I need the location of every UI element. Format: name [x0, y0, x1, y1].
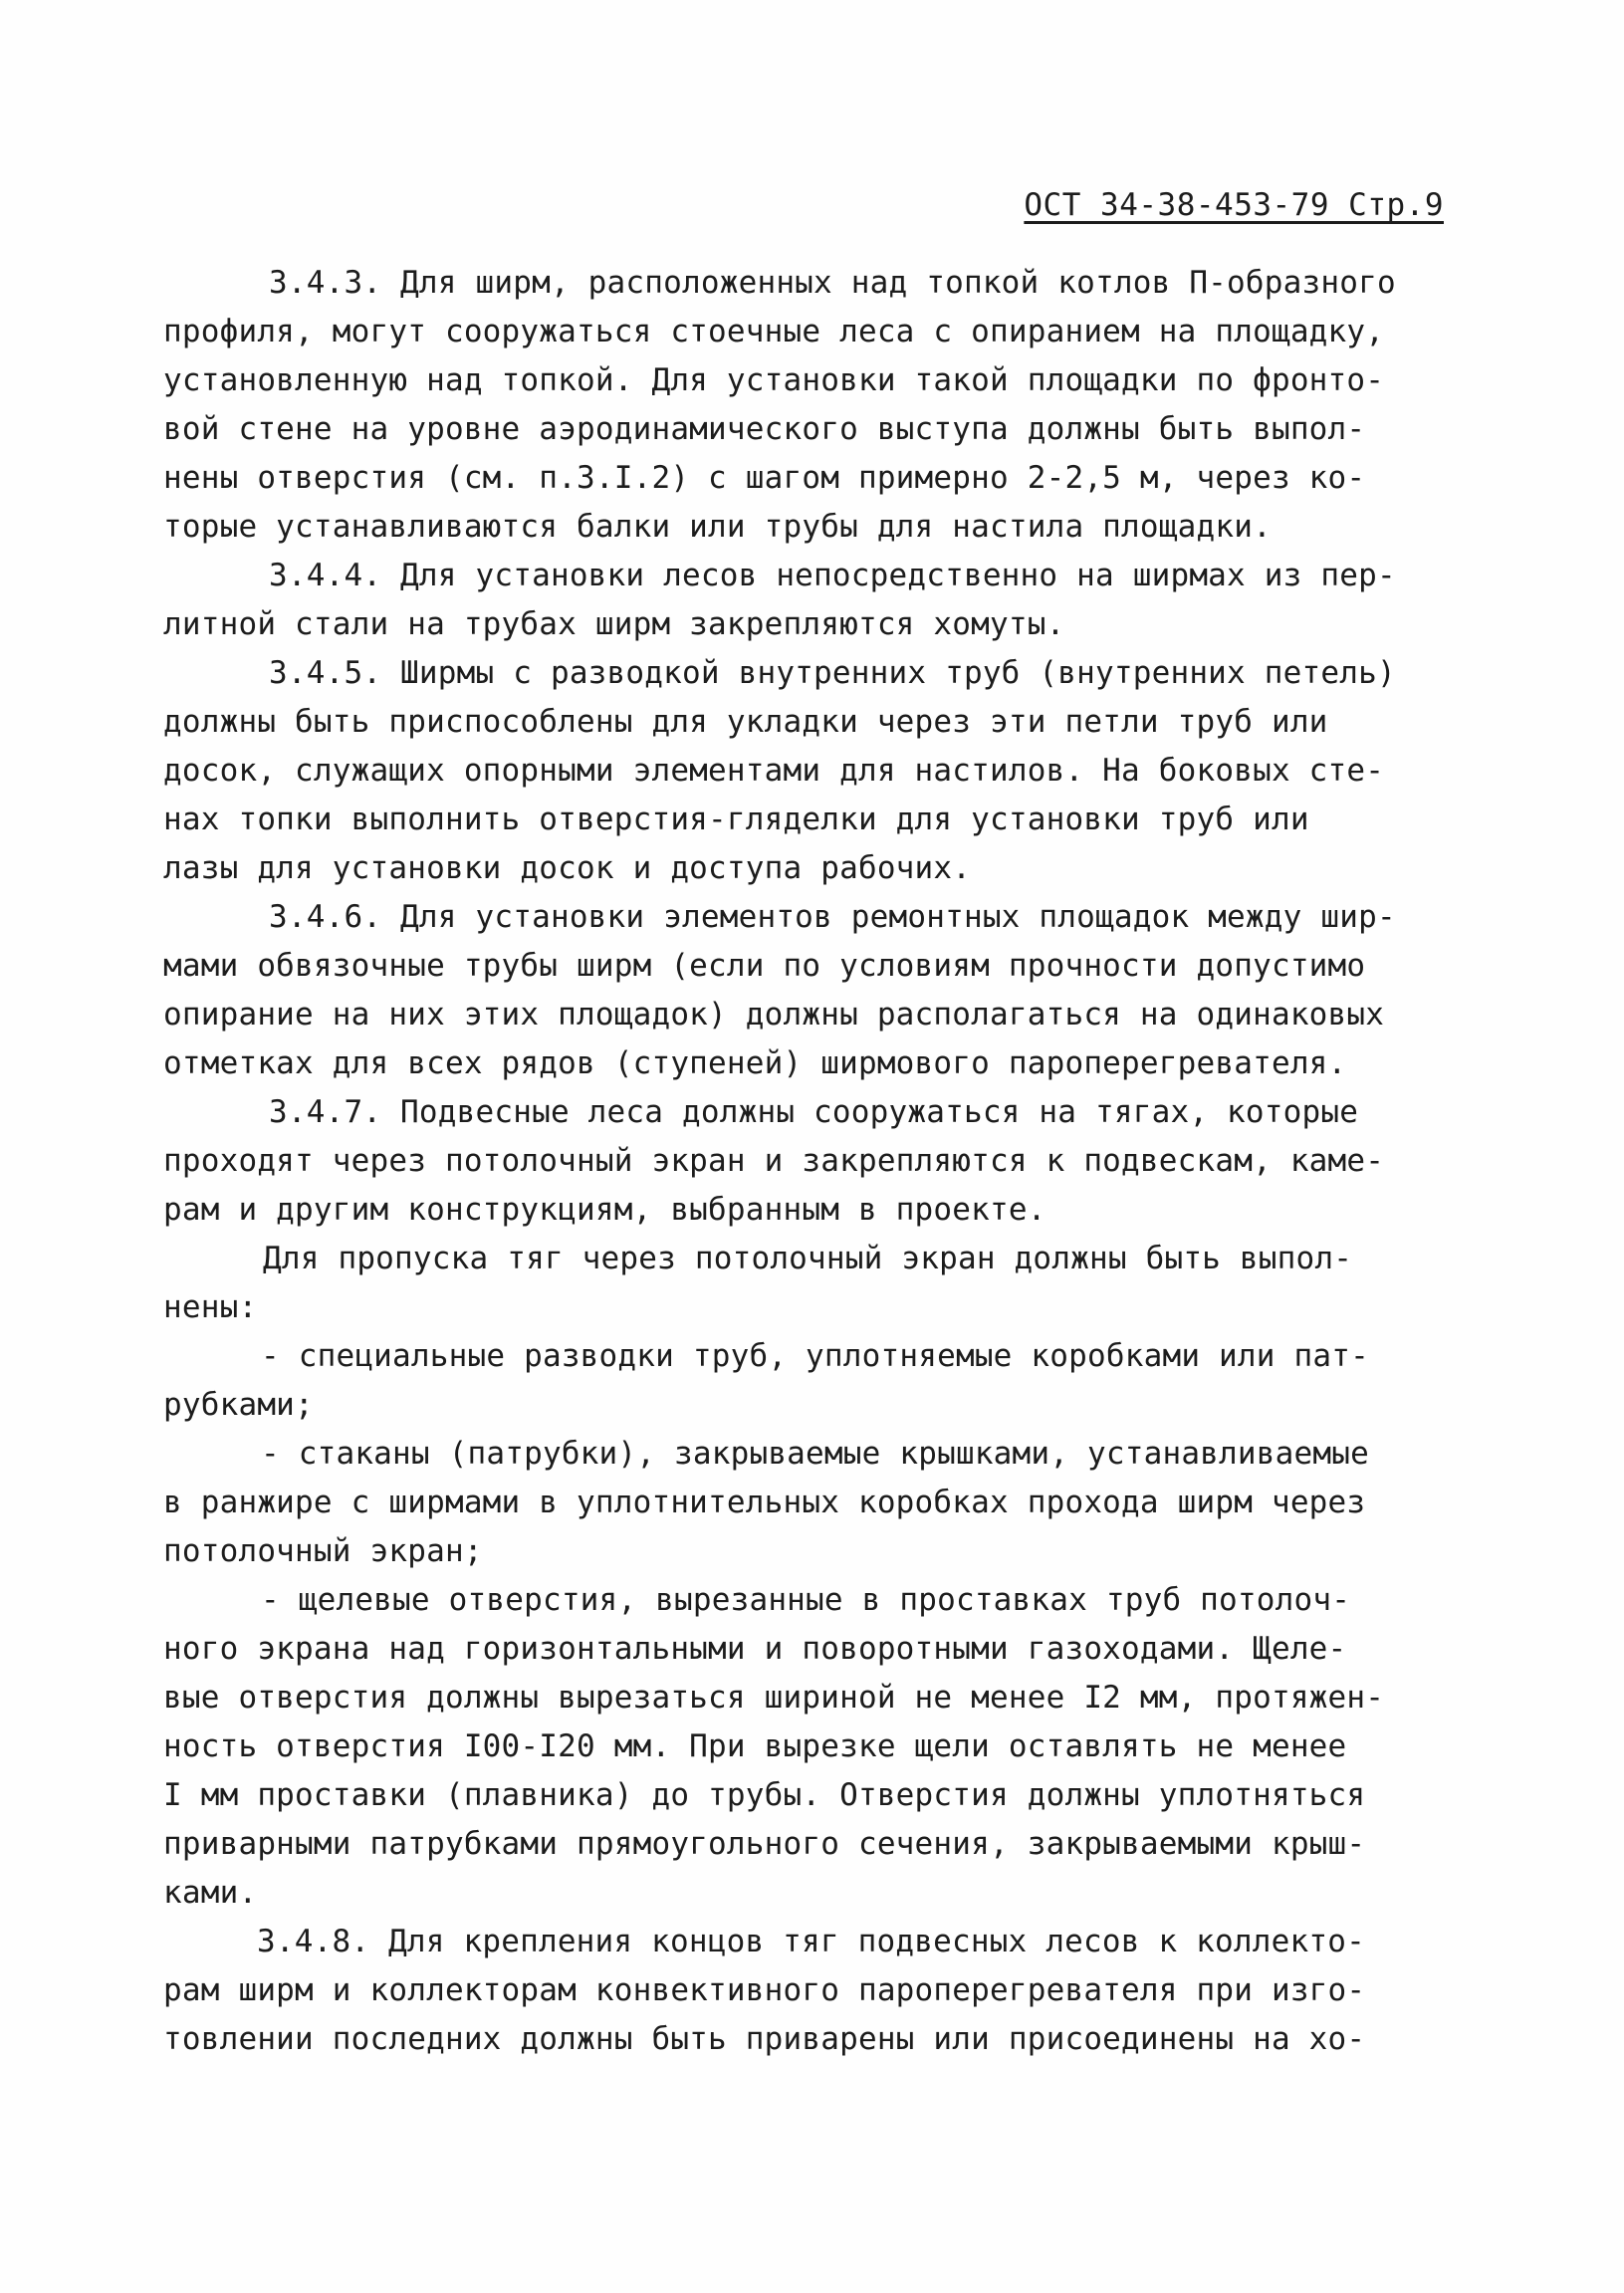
text-line: в ранжире с ширмами в уплотнительных коробках прохода ширм через: [163, 1485, 1366, 1520]
text-line: установленную над топкой. Для установки такой площадки по фронто-: [163, 362, 1385, 398]
text-line: 3.4.8. Для крепления концов тяг подвесных лесов к коллекто-: [257, 1924, 1365, 1959]
text-line: нены:: [163, 1289, 258, 1325]
text-line: 3.4.5. Ширмы с разводкой внутренних труб (внутренних петель): [269, 655, 1396, 691]
text-line: опирание на них этих площадок) должны располагаться на одинаковых: [163, 997, 1385, 1032]
text-line: проходят через потолочный экран и закрепляются к подвескам, каме-: [163, 1143, 1385, 1179]
text-line: товлении последних должны быть приварены или присоединены на хо-: [163, 2021, 1366, 2057]
text-line: 3.4.4. Для установки лесов непосредственно на ширмах из пер-: [269, 558, 1396, 593]
text-line: ного экрана над горизонтальными и поворотными газоходами. Щеле-: [163, 1631, 1347, 1667]
text-line: - щелевые отверстия, вырезанные в проставках труб потолоч-: [261, 1582, 1351, 1618]
text-line: литной стали на трубах ширм закрепляются хомуты.: [163, 606, 1065, 642]
text-line: потолочный экран;: [163, 1533, 483, 1569]
text-line: 3.4.7. Подвесные леса должны сооружаться на тягах, которые: [269, 1094, 1359, 1130]
text-line: рубками;: [163, 1387, 314, 1423]
text-line: профиля, могут сооружаться стоечные леса с опиранием на площадку,: [163, 314, 1385, 349]
text-line: рам ширм и коллекторам конвективного пароперегревателя при изго-: [163, 1972, 1366, 2008]
text-line: нены отверстия (см. п.3.I.2) с шагом примерно 2-2,5 м, через ко-: [163, 460, 1366, 496]
text-line: мами обвязочные трубы ширм (если по условиям прочности допустимо: [163, 948, 1366, 984]
text-line: рам и другим конструкциям, выбранным в проекте.: [163, 1192, 1046, 1228]
text-line: лазы для установки досок и доступа рабочих.: [163, 850, 972, 886]
text-line: приварными патрубками прямоугольного сечения, закрываемыми крыш-: [163, 1826, 1366, 1862]
text-line: - специальные разводки труб, уплотняемые коробками или пат-: [261, 1338, 1369, 1374]
text-line: ность отверстия I00-I20 мм. При вырезке щели оставлять не менее: [163, 1728, 1347, 1764]
document-header-reference: ОСТ 34-38-453-79 Стр.9: [1024, 187, 1444, 223]
text-line: 3.4.6. Для установки элементов ремонтных площадок между шир-: [269, 899, 1396, 935]
text-line: нах топки выполнить отверстия-гляделки для установки труб или: [163, 802, 1309, 837]
text-line: ками.: [163, 1875, 258, 1911]
text-line: 3.4.3. Для ширм, расположенных над топкой котлов П-образного: [269, 265, 1396, 301]
text-line: торые устанавливаются балки или трубы для настила площадки.: [163, 509, 1272, 545]
text-line: должны быть приспособлены для укладки через эти петли труб или: [163, 704, 1328, 740]
text-line: I мм проставки (плавника) до трубы. Отверстия должны уплотняться: [163, 1777, 1366, 1813]
text-line: досок, служащих опорными элементами для настилов. На боковых сте-: [163, 753, 1385, 789]
text-line: отметках для всех рядов (ступеней) ширмового пароперегревателя.: [163, 1045, 1347, 1081]
text-line: Для пропуска тяг через потолочный экран должны быть выпол-: [263, 1241, 1353, 1276]
text-line: - стаканы (патрубки), закрываемые крышками, устанавливаемые: [261, 1436, 1369, 1472]
text-line: вой стене на уровне аэродинамического выступа должны быть выпол-: [163, 411, 1366, 447]
text-line: вые отверстия должны вырезаться шириной не менее I2 мм, протяжен-: [163, 1680, 1385, 1716]
